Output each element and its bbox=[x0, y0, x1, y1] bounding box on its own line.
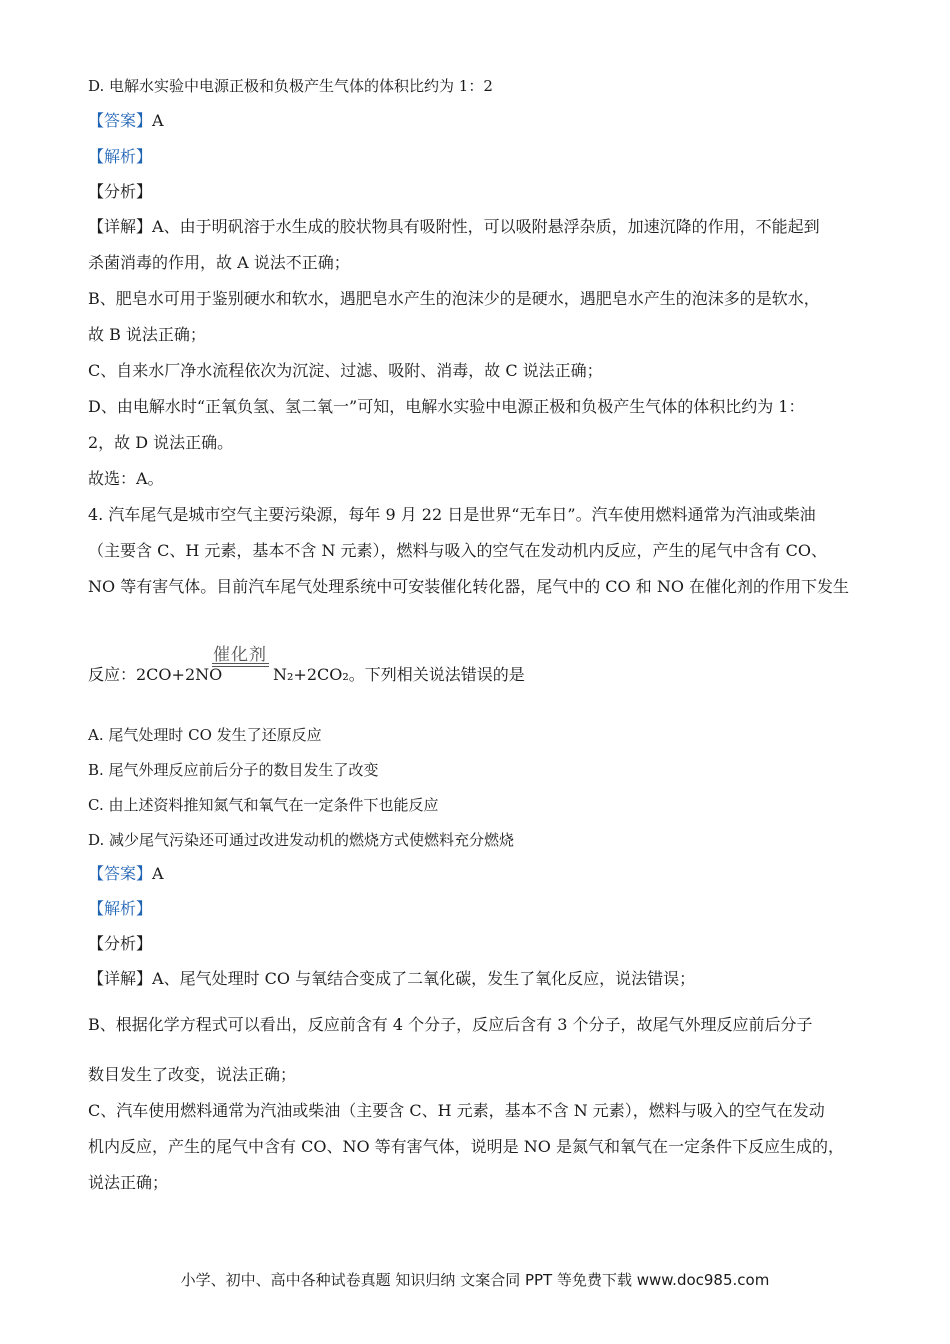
equation-right: N₂+2CO₂。下列相关说法错误的是 bbox=[273, 665, 525, 684]
q3-answer bbox=[88, 110, 164, 132]
q3-fenxi-heading: 【分析】 bbox=[88, 182, 153, 201]
q3-detail-b-line2: 故 B 说法正确； bbox=[88, 325, 206, 344]
detail-text: A、由于明矾溶于水生成的胶状物具有吸附性，可以吸附悬浮杂质，加速沉降的作用，不能起到 bbox=[152, 217, 820, 236]
equation-left: 反应：2CO+2NO bbox=[88, 665, 223, 684]
q3-detail-a-line1 bbox=[88, 216, 820, 238]
detail-tag: 【详解】 bbox=[88, 217, 153, 236]
answer-tag: 【答案】 bbox=[88, 864, 153, 883]
q4-stem-line1: 4. 汽车尾气是城市空气主要污染源，每年 9 月 22 日是世界“无车日”。汽车使用燃料通常为汽油或柴油 bbox=[88, 505, 816, 524]
q3-detail-c: C、自来水厂净水流程依次为沉淀、过滤、吸附、消毒，故 C 说法正确； bbox=[88, 361, 603, 380]
q4-detail-c-line1: C、汽车使用燃料通常为汽油或柴油（主要含 C、H 元素，基本不含 N 元素），燃料与吸入的空气在发动 bbox=[88, 1101, 825, 1120]
answer-tag: 【答案】 bbox=[88, 111, 153, 130]
page-footer: 小学、初中、高中各种试卷真题 知识归纳 文案合同 PPT 等免费下载 www.doc985.com bbox=[180, 1271, 770, 1289]
detail-text: A、尾气处理时 CO 与氧结合变成了二氧化碳，发生了氧化反应，说法错误； bbox=[152, 969, 696, 988]
q4-detail-a bbox=[88, 968, 695, 990]
q4-detail-c-line3: 说法正确； bbox=[88, 1173, 169, 1192]
q3-jiexi-heading: 【解析】 bbox=[88, 147, 153, 166]
answer-value: A bbox=[152, 864, 164, 883]
q4-stem-line2: （主要含 C、H 元素，基本不含 N 元素），燃料与吸入的空气在发动机内反应，产生的尾气中含有 CO、 bbox=[88, 541, 827, 560]
q4-option-b: B. 尾气外理反应前后分子的数目发生了改变 bbox=[88, 761, 379, 779]
q3-detail-a-line2: 杀菌消毒的作用，故 A 说法不正确； bbox=[88, 253, 350, 272]
equation-double-bar-top bbox=[212, 663, 269, 664]
equation-catalyst: 催化剂 bbox=[213, 645, 267, 665]
q3-choose: 故选：A。 bbox=[88, 469, 164, 488]
q4-answer bbox=[88, 863, 164, 885]
q4-jiexi-heading: 【解析】 bbox=[88, 899, 153, 918]
q4-stem-line3: NO 等有害气体。目前汽车尾气处理系统中可安装催化转化器，尾气中的 CO 和 NO 在催化剂的作用下发生 bbox=[88, 577, 850, 596]
q3-detail-b-line1: B、肥皂水可用于鉴别硬水和软水，遇肥皂水产生的泡沫少的是硬水，遇肥皂水产生的泡沫多的是软水， bbox=[88, 289, 820, 308]
q4-detail-b-line2: 数目发生了改变，说法正确； bbox=[88, 1065, 297, 1084]
q4-option-d: D. 减少尾气污染还可通过改进发动机的燃烧方式使燃料充分燃烧 bbox=[88, 831, 515, 849]
answer-value: A bbox=[152, 111, 164, 130]
equation-double-bar-bottom bbox=[212, 666, 269, 667]
q4-option-a: A. 尾气处理时 CO 发生了还原反应 bbox=[88, 726, 322, 744]
q3-option-d: D. 电解水实验中电源正极和负极产生气体的体积比约为 1：2 bbox=[88, 77, 493, 95]
q4-detail-c-line2: 机内反应，产生的尾气中含有 CO、NO 等有害气体，说明是 NO 是氮气和氧气在一定条件下反应生成的， bbox=[88, 1137, 844, 1156]
detail-tag: 【详解】 bbox=[88, 969, 153, 988]
q3-detail-d-line1: D、由电解水时“正氧负氢、氢二氧一”可知，电解水实验中电源正极和负极产生气体的体积比约为 1： bbox=[88, 397, 805, 416]
q4-detail-b-line1: B、根据化学方程式可以看出，反应前含有 4 个分子，反应后含有 3 个分子，故尾气外理反应前后分子 bbox=[88, 1015, 813, 1034]
q4-option-c: C. 由上述资料推知氮气和氧气在一定条件下也能反应 bbox=[88, 796, 439, 814]
q3-detail-d-line2: 2，故 D 说法正确。 bbox=[88, 433, 234, 452]
q4-fenxi-heading: 【分析】 bbox=[88, 934, 153, 953]
